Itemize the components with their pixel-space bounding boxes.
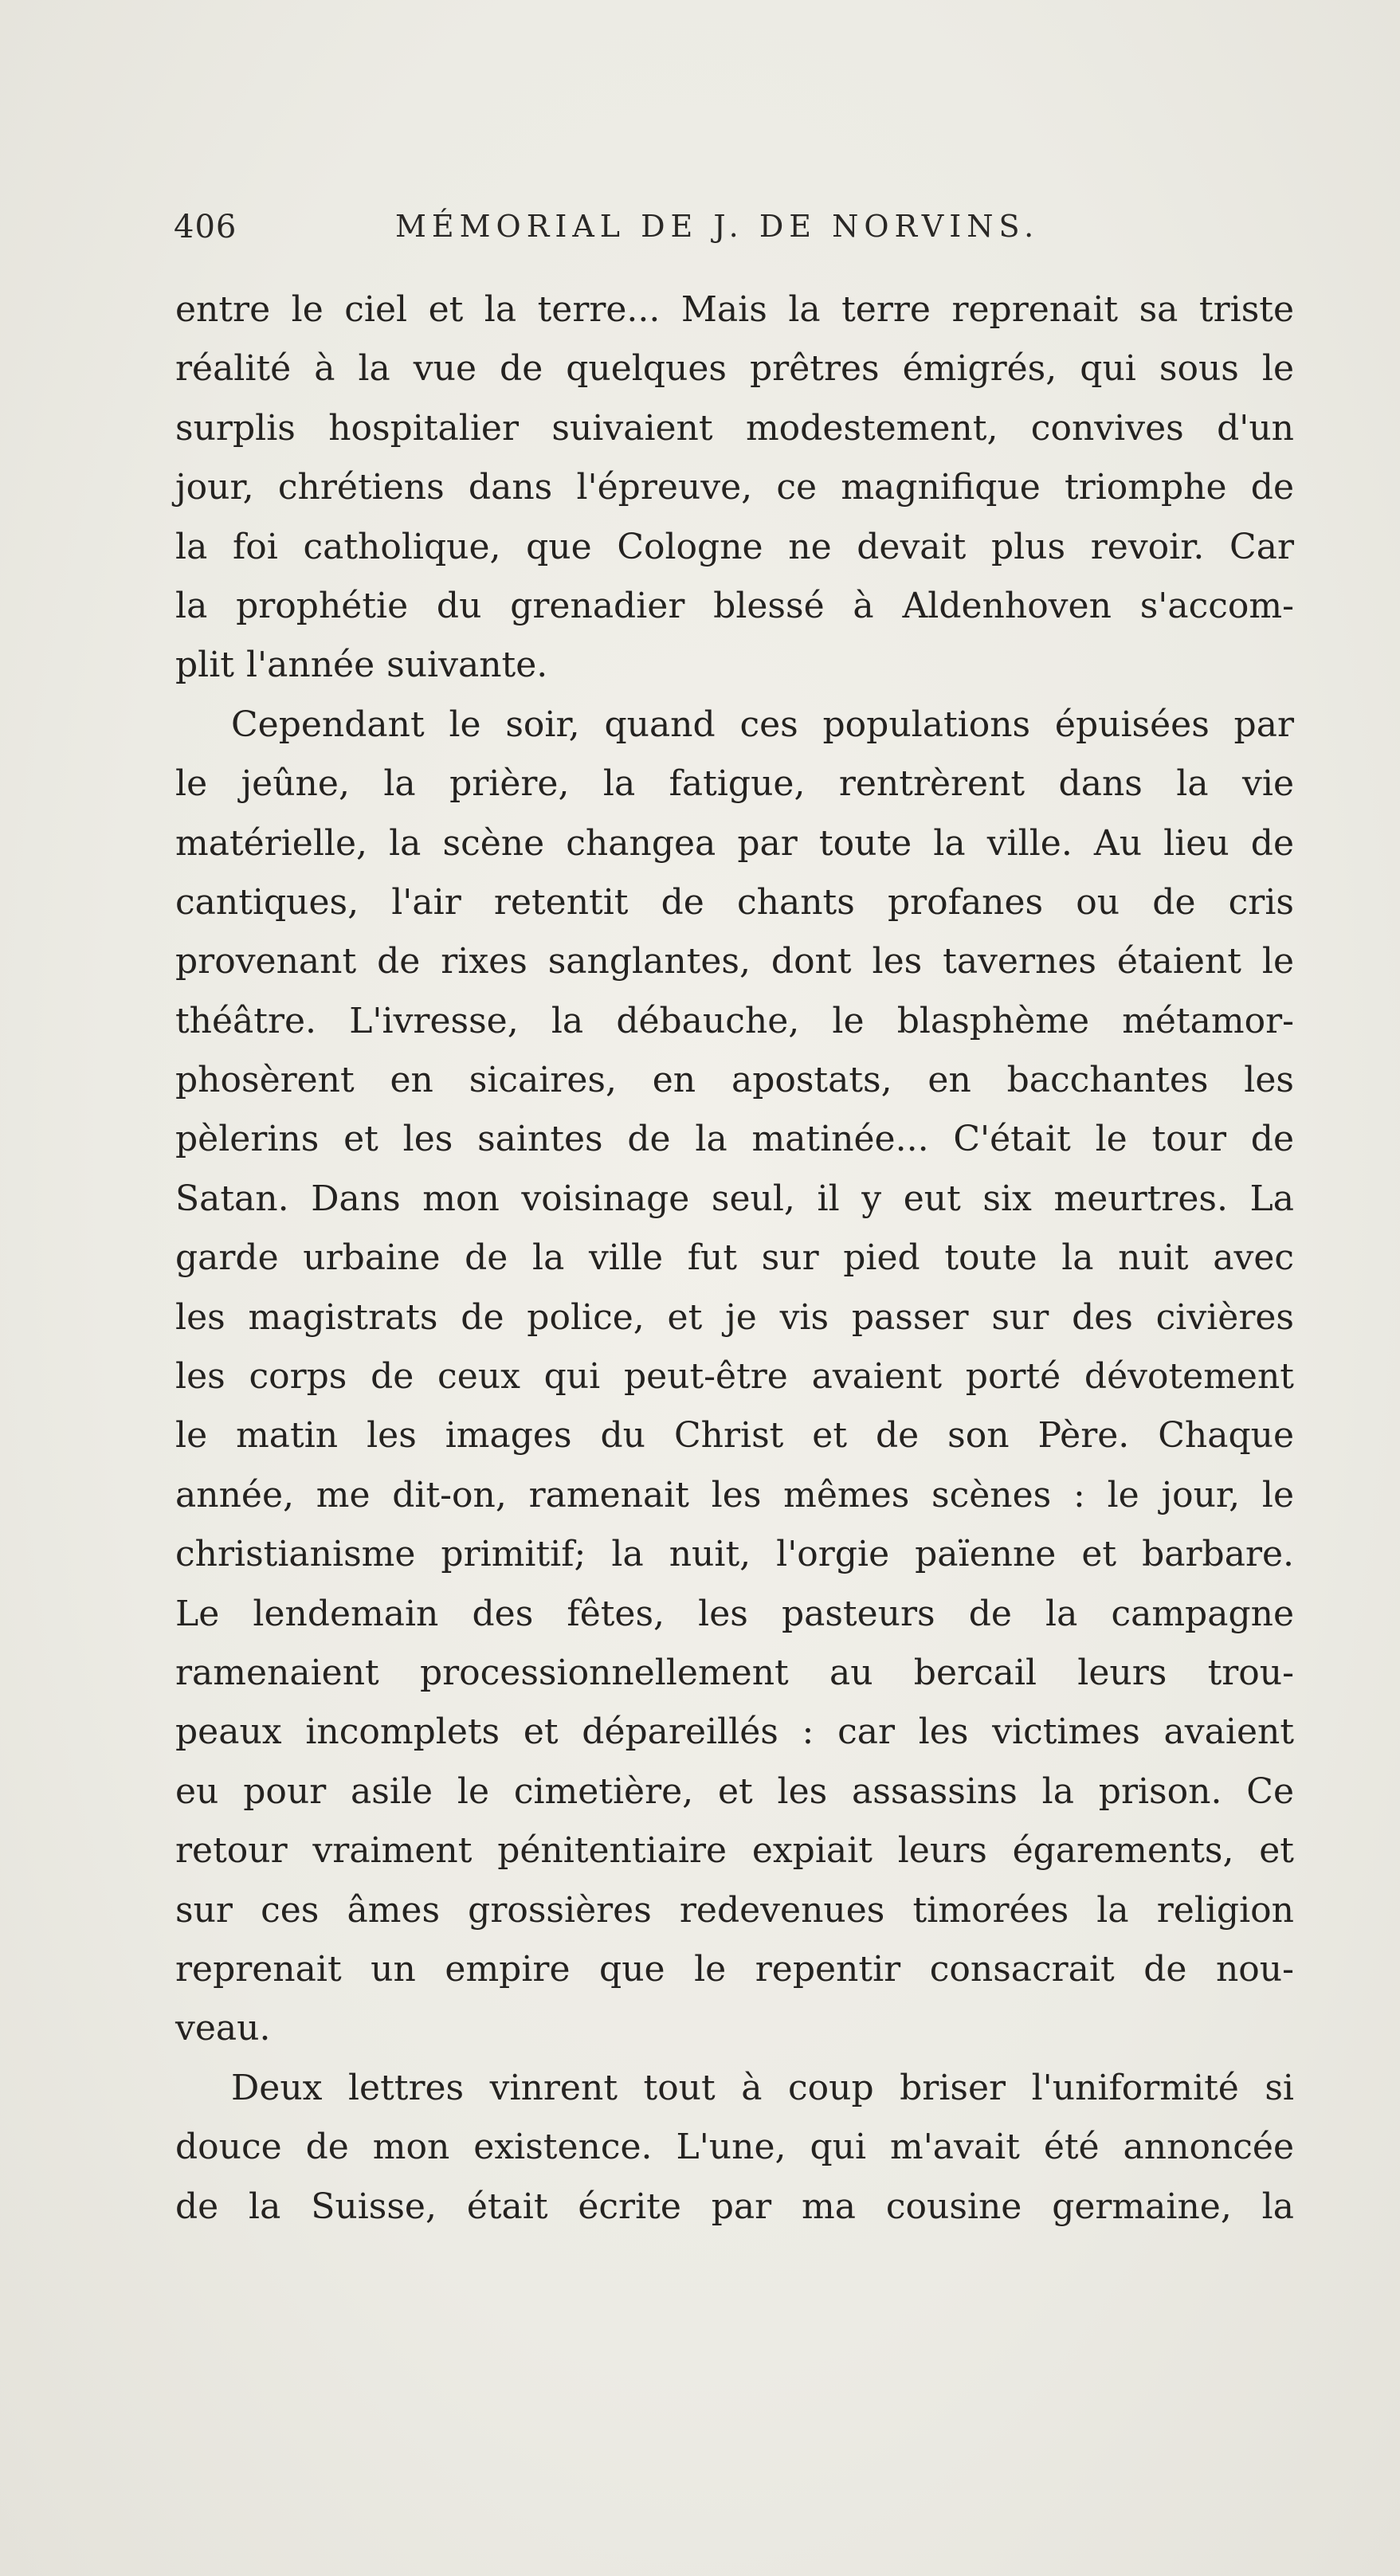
text-line: peaux incomplets et dépareillés : car les victimes avaient [175,1711,1294,1753]
text-line: réalité à la vue de quelques prêtres émigrés, qui sous le [175,348,1294,390]
text-line: le matin les images du Christ et de son Père. Chaque [175,1415,1294,1457]
text-line: provenant de rixes sanglantes, dont les tavernes étaient le [175,941,1294,982]
text-line: de la Suisse, était écrite par ma cousine germaine, la [175,2186,1294,2227]
text-line: jour, chrétiens dans l'épreuve, ce magnifique triomphe de [175,467,1294,508]
text-line: matérielle, la scène changea par toute la ville. Au lieu de [175,822,1294,864]
text-line: phosèrent en sicaires, en apostats, en bacchantes les [175,1060,1294,1101]
text-line: la foi catholique, que Cologne ne devait plus revoir. Car [175,526,1294,567]
text-line: ramenaient processionnellement au bercail leurs trou- [175,1652,1294,1693]
paragraph-start-line: Deux lettres vinrent tout à coup briser l'uniformité si [231,2067,1294,2108]
text-line: plit l'année suivante. [175,645,548,686]
text-line: le jeûne, la prière, la fatigue, rentrèrent dans la vie [175,763,1294,805]
body-text [175,280,1294,2237]
text-line: garde urbaine de la ville fut sur pied toute la nuit avec [175,1237,1294,1279]
text-line: pèlerins et les saintes de la matinée... C'était le tour de [175,1119,1294,1160]
page-number: 406 [174,209,237,245]
text-line: la prophétie du grenadier blessé à Aldenhoven s'accom- [175,585,1294,626]
text-line: eu pour asile le cimetière, et les assassins la prison. Ce [175,1770,1294,1812]
paragraph-start-line: Cependant le soir, quand ces populations épuisées par [231,704,1294,745]
text-line: reprenait un empire que le repentir consacrait de nou- [175,1948,1294,1990]
text-line: Satan. Dans mon voisinage seul, il y eut six meurtres. La [175,1178,1294,1219]
text-line: surplis hospitalier suivaient modestement, convives d'un [175,407,1294,449]
text-line: sur ces âmes grossières redevenues timorées la religion [175,1889,1294,1931]
text-line: année, me dit-on, ramenait les mêmes scènes : le jour, le [175,1474,1294,1515]
text-line: retour vraiment pénitentiaire expiait leurs égarements, et [175,1830,1294,1872]
running-head: MÉMORIAL DE J. DE NORVINS. [395,209,1040,244]
page-header [174,209,1289,257]
text-line: les magistrats de police, et je vis passer sur des civières [175,1296,1294,1338]
text-line: les corps de ceux qui peut-être avaient porté dévotement [175,1356,1294,1398]
text-line: Le lendemain des fêtes, les pasteurs de la campagne [175,1593,1294,1634]
text-line: cantiques, l'air retentit de chants profanes ou de cris [175,881,1294,923]
text-line: entre le ciel et la terre... Mais la terre reprenait sa triste [175,289,1294,330]
text-line: théâtre. L'ivresse, la débauche, le blasphème métamor- [175,1000,1294,1041]
text-line: veau. [175,2008,271,2049]
text-line: douce de mon existence. L'une, qui m'avait été annoncée [175,2127,1294,2168]
text-line: christianisme primitif; la nuit, l'orgie païenne et barbare. [175,1534,1294,1575]
